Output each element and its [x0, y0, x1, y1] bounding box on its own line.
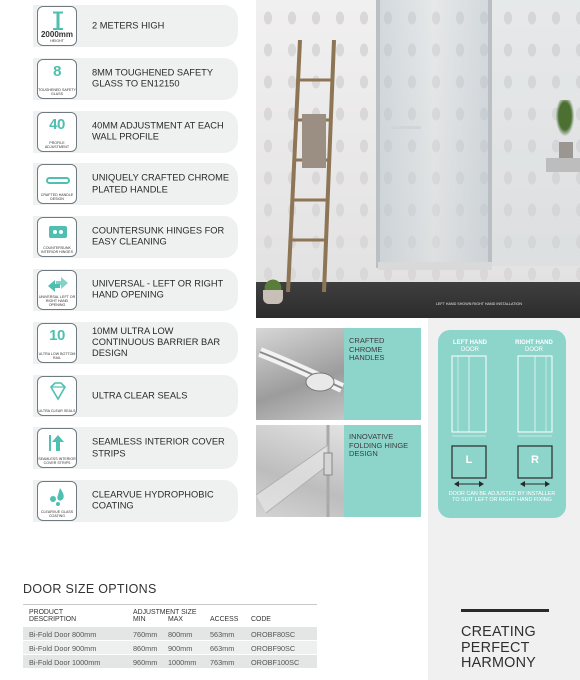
feature-label: COUNTERSUNK HINGES FOR EASY CLEANING [92, 225, 225, 248]
cell-min: 760mm [133, 629, 158, 639]
detail-text: INNOVATIVE FOLDING HINGE DESIGN [349, 432, 409, 459]
cell-max: 800mm [168, 629, 193, 639]
cell-min: 860mm [133, 643, 158, 653]
plant-right [554, 100, 576, 140]
cell-max: 1000mm [168, 657, 197, 667]
cover-strips-badge [37, 428, 77, 468]
door-handle [391, 126, 421, 129]
diamond-icon [46, 381, 70, 403]
door-frame-left [376, 0, 380, 268]
feature-glass [33, 58, 238, 100]
cell-code: OROBF90SC [251, 643, 296, 653]
detail-hinge [256, 425, 421, 517]
tagline [461, 625, 571, 672]
tagline-line-1: CREATING [461, 624, 536, 640]
glass-badge [37, 59, 77, 99]
badge-caption: TOUGHENED SAFETY GLASS [38, 87, 76, 96]
features-list [33, 5, 238, 533]
cell-description: Bi-Fold Door 900mm [29, 643, 97, 653]
header-adjustment [133, 609, 196, 624]
feature-label: SEAMLESS INTERIOR COVER STRIPS [92, 437, 225, 459]
header-adjustment-label: ADJUSTMENT SIZE [133, 609, 197, 616]
door-elevation-diagrams [438, 330, 566, 490]
water-drops-icon [46, 486, 70, 508]
table-row [23, 626, 317, 640]
feature-height [33, 5, 238, 47]
header-code: CODE [251, 616, 271, 624]
feature-hinges [33, 216, 238, 258]
adjustment-note: DOOR CAN BE ADJUSTED BY INSTALLER TO SUIT LEFT OR RIGHT HAND FIXING [448, 491, 556, 503]
cell-access: 563mm [210, 629, 235, 639]
handle-icon [46, 169, 70, 191]
detail-text: CRAFTED CHROME HANDLES [349, 336, 385, 363]
header-access: ACCESS [210, 616, 239, 624]
cover-strip-icon [46, 433, 70, 455]
detail-handles [256, 328, 421, 420]
header-product-label: PRODUCT [29, 609, 64, 616]
badge-number: 8 [53, 62, 61, 80]
left-letter: L [465, 454, 473, 466]
hero-shower-photo [256, 0, 580, 318]
universal-badge [37, 270, 77, 310]
badge-caption: ULTRA CLEAR SEALS [38, 408, 76, 413]
badge-caption: SEAMLESS INTERIOR COVER STRIPS [38, 457, 76, 466]
header-product [29, 609, 76, 624]
handle-photo [256, 328, 344, 420]
right-letter: R [531, 454, 539, 466]
feature-label: 10MM ULTRA LOW CONTINUOUS BARRIER BAR DESIGN [92, 325, 221, 359]
cell-access: 663mm [210, 643, 235, 653]
height-arrow-icon [46, 11, 70, 31]
hinge-photo [256, 425, 344, 517]
towel-ladder [286, 40, 346, 292]
header-max: MAX [168, 616, 183, 624]
plant-pot [263, 290, 283, 304]
feature-adjustment [33, 111, 238, 153]
cell-description: Bi-Fold Door 1000mm [29, 657, 101, 667]
seals-badge [37, 376, 77, 416]
shelf [546, 158, 580, 172]
tagline-line-2: PERFECT [461, 639, 530, 656]
feature-coating [33, 480, 238, 522]
height-badge [37, 6, 77, 46]
shower-tray [378, 262, 492, 270]
feature-label: 2 METERS HIGH [92, 20, 165, 31]
bottom-rail-badge [37, 323, 77, 363]
cell-max: 900mm [168, 643, 193, 653]
cell-code: OROBF80SC [251, 629, 296, 639]
cell-code: OROBF100SC [251, 657, 300, 667]
badge-number: 40 [49, 115, 65, 133]
badge-caption: HEIGHT [50, 39, 64, 43]
badge-caption: UNIVERSAL LEFT OR RIGHT HAND OPENING [38, 294, 76, 307]
header-min-label: MIN [133, 616, 146, 624]
left-right-arrows-icon [46, 275, 70, 297]
door-size-title: DOOR SIZE OPTIONS [23, 582, 157, 596]
hero-caption: LEFT HAND SHOWN RIGHT HAND INSTALLATION [435, 302, 522, 306]
right-hand-title: RIGHT HAND [515, 340, 553, 346]
hinge-icon [46, 222, 70, 244]
cell-description: Bi-Fold Door 800mm [29, 629, 97, 639]
right-hand-sub: DOOR [525, 346, 543, 353]
badge-caption: ULTRA LOW BOTTOM RAIL [38, 351, 76, 360]
feature-bottom-rail [33, 322, 238, 364]
adjustment-badge [37, 112, 77, 152]
door-size-table [23, 604, 317, 668]
chrome-handle-illustration [256, 328, 344, 420]
cell-access: 763mm [210, 657, 235, 667]
coating-badge [37, 481, 77, 521]
table-body [23, 626, 317, 668]
feature-handle [33, 163, 238, 205]
badge-caption: CLEARVUE GLASS COATING [40, 510, 74, 519]
badge-caption: COUNTERSUNK INTERIOR HINGES [41, 246, 73, 255]
header-description-label: DESCRIPTION [29, 616, 77, 624]
badge-caption: CRAFTED HANDLE DESIGN [40, 193, 74, 202]
door-frame-right [488, 0, 492, 268]
left-right-diagram [438, 330, 566, 518]
feature-seals [33, 375, 238, 417]
feature-label: UNIQUELY CRAFTED CHROME PLATED HANDLE [92, 173, 230, 195]
tagline-rule [461, 609, 549, 612]
hinge-illustration [256, 425, 344, 517]
cell-min: 960mm [133, 657, 158, 667]
table-header [23, 604, 317, 626]
feature-label: UNIVERSAL - LEFT OR RIGHT HAND OPENING [92, 278, 224, 300]
glass-door [380, 0, 488, 266]
table-row [23, 654, 317, 668]
feature-cover-strips [33, 427, 238, 469]
handle-badge [37, 164, 77, 204]
table-row [23, 640, 317, 654]
feature-label: 8MM TOUGHENED SAFETY GLASS TO EN12150 [92, 67, 213, 89]
feature-universal [33, 269, 238, 311]
tagline-line-3: HARMONY [461, 655, 536, 672]
plant-pot-right [559, 142, 573, 158]
badge-value: 2000mm [40, 30, 74, 39]
left-hand-sub: DOOR [461, 346, 479, 353]
left-hand-title: LEFT HAND [453, 340, 487, 346]
feature-label: 40MM ADJUSTMENT AT EACH WALL PROFILE [92, 120, 224, 142]
feature-label: ULTRA CLEAR SEALS [92, 389, 188, 400]
badge-number: 10 [49, 326, 65, 344]
badge-caption: PROFILE ADJUSTMENT [44, 140, 70, 149]
hinge-badge [37, 217, 77, 257]
feature-label: CLEARVUE HYDROPHOBIC COATING [92, 489, 214, 512]
